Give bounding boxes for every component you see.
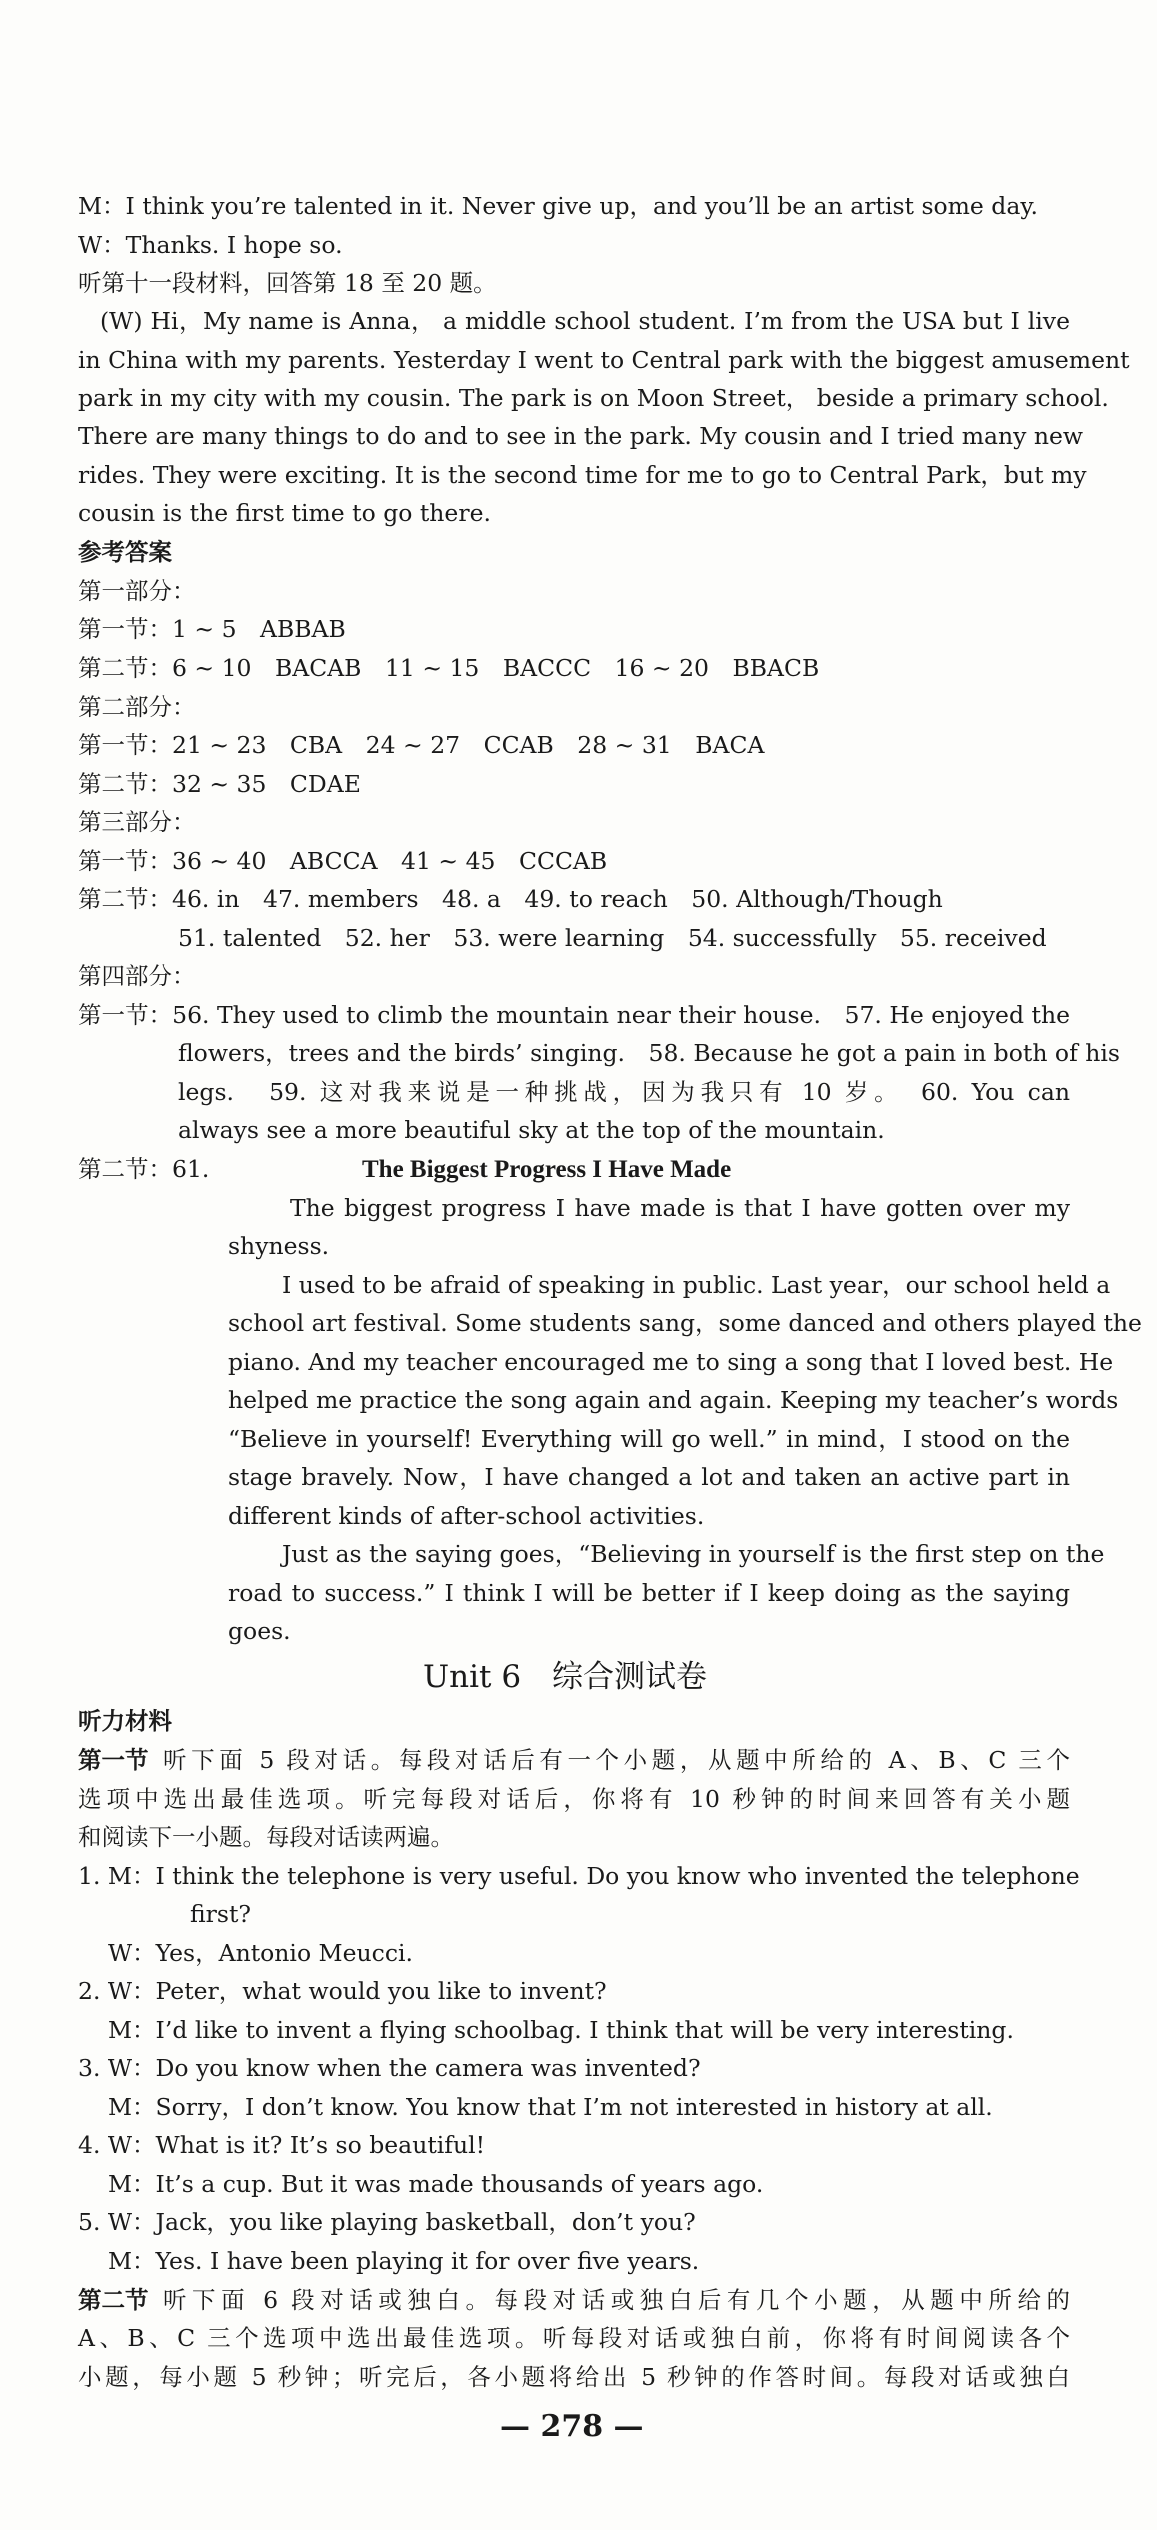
- section-label: 第一节: [78, 1746, 149, 1774]
- answer-line: legs. 59. 这对我来说是一种挑战，因为我只有 10 岁。 60. You can: [178, 1078, 1070, 1106]
- dialogue-line: 3. W：Do you know when the camera was invented?: [78, 2054, 701, 2082]
- text-line: park in my city with my cousin. The park is on Moon Street， beside a primary school.: [78, 384, 1109, 412]
- text-line: There are many things to do and to see in the park. My cousin and I tried many new: [78, 422, 1084, 450]
- answer-line: 第一节：36 ~ 40 ABCCA 41 ~ 45 CCCAB: [78, 847, 608, 875]
- answer-line: 第一节：56. They used to climb the mountain near their house. 57. He enjoyed the: [78, 1001, 1070, 1029]
- text-line: cousin is the first time to go there.: [78, 499, 491, 527]
- answer-line: 第二节：6 ~ 10 BACAB 11 ~ 15 BACCC 16 ~ 20 BBACB: [78, 654, 820, 682]
- answer-line: always see a more beautiful sky at the top of the mountain.: [178, 1116, 885, 1144]
- essay-title: The Biggest Progress I Have Made: [362, 1156, 732, 1183]
- dialogue-line: M：It’s a cup. But it was made thousands of years ago.: [108, 2170, 764, 2198]
- section-heading: 听力材料: [78, 1707, 172, 1735]
- essay-line: shyness.: [228, 1232, 330, 1260]
- text-line: W：Thanks. I hope so.: [78, 231, 343, 259]
- answer-key-heading: 参考答案: [78, 538, 172, 566]
- dialogue-line: M：Sorry，I don’t know. You know that I’m not interested in history at all.: [108, 2093, 993, 2121]
- part-heading: 第一部分：: [78, 577, 196, 605]
- dialogue-line: 1. M：I think the telephone is very useful. Do you know who invented the telephone: [78, 1862, 1080, 1890]
- section-heading: 听第十一段材料，回答第 18 至 20 题。: [78, 269, 497, 297]
- essay-line: school art festival. Some students sang，some danced and others played the: [228, 1309, 1142, 1337]
- dialogue-line: 5. W：Jack，you like playing basketball，don’t you?: [78, 2208, 696, 2236]
- essay-line: piano. And my teacher encouraged me to sing a song that I loved best. He: [228, 1348, 1114, 1376]
- dialogue-line: first?: [190, 1900, 252, 1928]
- dialogue-line: M：I’d like to invent a flying schoolbag. I think that will be very interesting.: [108, 2016, 1014, 2044]
- page-number: — 278 —: [500, 2409, 644, 2444]
- dialogue-line: 4. W：What is it? It’s so beautiful!: [78, 2131, 486, 2159]
- essay-line: “Believe in yourself! Everything will go well.” in mind，I stood on the: [228, 1425, 1070, 1453]
- instruction-line: 小题，每小题 5 秒钟；听完后，各小题将给出 5 秒钟的作答时间。每段对话或独白: [78, 2363, 1070, 2391]
- unit-title: Unit 6 综合测试卷: [423, 1659, 708, 1695]
- essay-line: I used to be afraid of speaking in public. Last year，our school held a: [282, 1271, 1111, 1299]
- answer-line: 第一节：1 ~ 5 ABBAB: [78, 615, 346, 643]
- text-line: (W) Hi，My name is Anna， a middle school student. I’m from the USA but I live: [100, 307, 1070, 335]
- part-heading: 第四部分：: [78, 962, 196, 990]
- part-heading: 第三部分：: [78, 808, 196, 836]
- answer-line: 第一节：21 ~ 23 CBA 24 ~ 27 CCAB 28 ~ 31 BACA: [78, 731, 765, 759]
- essay-line: road to success.” I think I will be better if I keep doing as the saying: [228, 1579, 1070, 1607]
- answer-line: 51. talented 52. her 53. were learning 54. successfully 55. received: [178, 924, 1047, 952]
- text-line: in China with my parents. Yesterday I went to Central park with the biggest amusement: [78, 346, 1130, 374]
- essay-line: stage bravely. Now，I have changed a lot and taken an active part in: [228, 1463, 1070, 1491]
- dialogue-line: M：Yes. I have been playing it for over five years.: [108, 2247, 700, 2275]
- text-line: M：I think you’re talented in it. Never give up，and you’ll be an artist some day.: [78, 192, 1038, 220]
- essay-line: The biggest progress I have made is that I have gotten over my: [290, 1194, 1070, 1222]
- instruction-line: 听下面 5 段对话。每段对话后有一个小题，从题中所给的 A、B、C 三个: [163, 1746, 1070, 1774]
- dialogue-line: W：Yes，Antonio Meucci.: [108, 1939, 413, 1967]
- instruction-line: 听下面 6 段对话或独白。每段对话或独白后有几个小题，从题中所给的: [163, 2286, 1070, 2314]
- answer-line: 第二节：32 ~ 35 CDAE: [78, 770, 361, 798]
- answer-line: 第二节：46. in 47. members 48. a 49. to reach 50. Although/Though: [78, 885, 943, 913]
- instruction-line: A、B、C 三个选项中选出最佳选项。听每段对话或独白前，你将有时间阅读各个: [78, 2324, 1070, 2352]
- instruction-line: 选项中选出最佳选项。听完每段对话后，你将有 10 秒钟的时间来回答有关小题: [78, 1785, 1070, 1813]
- part-heading: 第二部分：: [78, 693, 196, 721]
- essay-line: helped me practice the song again and again. Keeping my teacher’s words: [228, 1386, 1119, 1414]
- instruction-line: 和阅读下一小题。每段对话读两遍。: [78, 1823, 454, 1851]
- text-line: rides. They were exciting. It is the second time for me to go to Central Park，but my: [78, 461, 1087, 489]
- answer-line: 第二节：61.: [78, 1155, 210, 1183]
- section-label: 第二节: [78, 2286, 149, 2314]
- answer-line: flowers，trees and the birds’ singing. 58. Because he got a pain in both of his: [178, 1039, 1120, 1067]
- essay-line: different kinds of after-school activities.: [228, 1502, 705, 1530]
- dialogue-line: 2. W：Peter，what would you like to invent?: [78, 1977, 607, 2005]
- essay-line: goes.: [228, 1617, 291, 1645]
- essay-line: Just as the saying goes，“Believing in yourself is the first step on the: [282, 1540, 1105, 1568]
